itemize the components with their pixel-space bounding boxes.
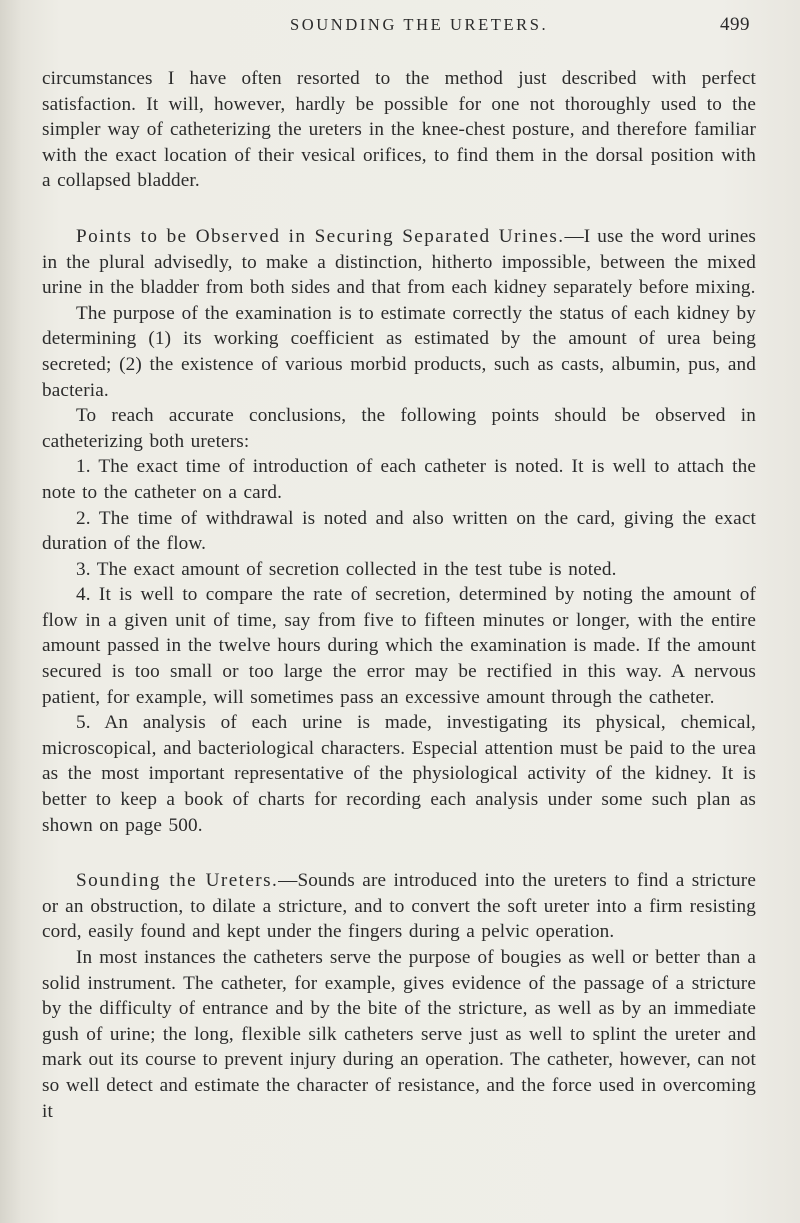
paragraph-sounding — [42, 868, 756, 945]
list-item-5: 5. An analysis of each urine is made, investigating its physical, chemical, microscopical, and bacteriological characters. Especial attention must be paid to the urea as the most important representative of the physiological activity of the kidney. It is better to keep a book of charts for recording each analysis under some such plan as shown on page 500. — [42, 712, 756, 836]
list-item-3: 3. The exact amount of secretion collected in the test tube is noted. — [76, 558, 617, 580]
list-item-2: 2. The time of withdrawal is noted and also written on the card, giving the exact duration of the flow. — [42, 507, 756, 555]
list-item-4: 4. It is well to compare the rate of secretion, determined by noting the amount of flow in a given unit of time, say from five to fifteen minutes or longer, with the entire amount passed in the twelve hours during which the examination is made. If the amount secured is too small or too large the error may be rectified in this way. A nervous patient, for example, will sometimes pass an excessive amount through the catheter. — [42, 584, 756, 708]
running-title: SOUNDING THE URETERS. — [290, 15, 549, 34]
paragraph-points-intro: To reach accurate conclusions, the following points should be observed in catheterizing both ureters: — [42, 405, 756, 452]
paragraph-separated-urines — [42, 224, 756, 301]
list-item-1: 1. The exact time of introduction of each catheter is noted. It is well to attach the note to the catheter on a card. — [42, 456, 756, 503]
running-head — [42, 14, 756, 36]
paragraph-catheters: In most instances the catheters serve the purpose of bougies as well or better than a solid instrument. The catheter, for example, gives evidence of the passage of a stricture by the difficulty of entrance and by the bite of the stricture, as well as by an immediate gush of urine; the long, flexible silk catheters serve just as well to splint the ureter and mark out its course to prevent injury during an operation. The catheter, however, can not so well detect and estimate the character of resistance, and the force used in overcoming it — [42, 947, 756, 1122]
section-heading-separated-urines: Points to be Observed in Securing Separated Urines. — [76, 225, 565, 247]
paragraph-text: —Sounds are introduced into the ureters to find a stricture or an obstruction, to dilate a stricture, and to convert the soft ureter into a firm resisting cord, easily found and kept under the fingers during a pelvic operation. — [42, 870, 756, 943]
paragraph-purpose: The purpose of the examination is to estimate correctly the status of each kidney by determining (1) its working coefficient as estimated by the amount of urea being secreted; (2) the existence of various morbid products, such as casts, albumin, pus, and bacteria. — [42, 302, 756, 401]
page-number: 499 — [720, 14, 750, 35]
paragraph-text: —I use the word urines in the plural advisedly, to make a distinction, hitherto impossible, between the mixed urine in the bladder from both sides and that from each kidney separately before mixing. — [42, 225, 756, 299]
section-heading-sounding: Sounding the Ureters. — [76, 870, 279, 892]
paragraph-continuation: circumstances I have often resorted to the method just described with perfect satisfaction. It will, however, hardly be possible for one not thoroughly used to the simpler way of catheterizing the ureters in the knee-chest posture, and therefore familiar with the exact location of their vesical orifices, to find them in the dorsal position with a collapsed bladder. — [42, 68, 756, 192]
